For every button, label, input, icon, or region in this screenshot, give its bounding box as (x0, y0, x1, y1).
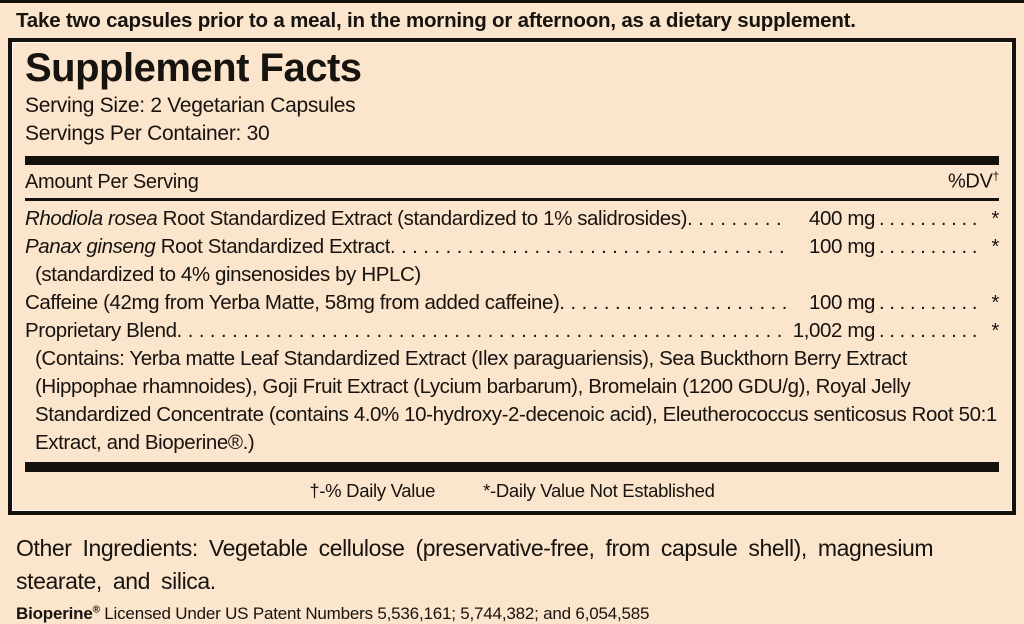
ingredient-continuation: (standardized to 4% ginsenosides by HPLC) (35, 262, 421, 286)
patent-line (16, 604, 1008, 624)
ingredient-row (25, 317, 999, 457)
dot-leader (879, 289, 979, 317)
footnotes (25, 472, 999, 511)
ingredient-rows (25, 205, 999, 457)
ingredient-row (25, 289, 999, 317)
thick-separator-bottom (25, 462, 999, 472)
footnote-not-established: *-Daily Value Not Established (483, 479, 715, 501)
ingredient-dv: * (991, 290, 999, 314)
dot-leader (559, 289, 787, 317)
footnote-daily-value: †-% Daily Value (309, 479, 436, 501)
panel-title: Supplement Facts (25, 46, 362, 90)
ingredient-amount: 400 mg (809, 206, 875, 230)
thick-separator-top (25, 156, 999, 165)
dot-leader (879, 317, 979, 345)
patent-text: Licensed Under US Patent Numbers 5,536,161; 5,744,382; and 6,054,585 (99, 603, 650, 623)
dv-header-label: %DV† (947, 169, 999, 193)
ingredient-dv: * (991, 234, 999, 258)
servings-per-container: Servings Per Container: 30 (25, 122, 270, 145)
bioperine-brand: Bioperine® (16, 603, 100, 623)
supplement-facts-panel (8, 38, 1016, 515)
dot-leader (879, 205, 979, 233)
ingredient-row (25, 233, 999, 289)
dot-leader (879, 233, 979, 261)
registered-trademark-symbol: ® (92, 604, 100, 615)
ingredient-name: Panax ginseng Root Standardized Extract (25, 234, 391, 258)
ingredient-name: Proprietary Blend (25, 318, 177, 342)
proprietary-blend-contents: (Contains: Yerba matte Leaf Standardized Extract (Ilex paraguariensis), Sea Buckthorn Berry Extract (Hippophae rhamnoides), Goji Fruit Extract (Lycium barbarum), Bromelain (1200 GDU/g), Royal Jelly Standardized Concentrate (contains 4.0% 10-hydroxy-2-decenoic acid), Eleutherococcus senticosus Root 50:1 Extract, and Bioperine®.) (35, 346, 997, 454)
ingredient-name: Caffeine (42mg from Yerba Matte, 58mg from added caffeine) (25, 290, 560, 314)
amount-header-label: Amount Per Serving (25, 170, 199, 193)
dagger-symbol: † (992, 169, 999, 183)
medium-separator (25, 198, 999, 201)
amount-per-serving-header (25, 165, 999, 198)
dot-leader (687, 205, 787, 233)
ingredient-dv: * (991, 206, 999, 230)
ingredient-amount: 100 mg (809, 234, 875, 258)
dot-leader (177, 317, 787, 345)
ingredient-name: Rhodiola rosea Root Standardized Extract (standardized to 1% salidrosides) (25, 206, 688, 230)
ingredient-amount: 1,002 mg (792, 318, 875, 342)
ingredient-row (25, 205, 999, 233)
dot-leader (390, 233, 787, 261)
ingredient-amount: 100 mg (809, 290, 875, 314)
ingredient-dv: * (991, 318, 999, 342)
other-ingredients: Other Ingredients: Vegetable cellulose (preservative-free, from capsule shell), magnesium stearate, and silica. (16, 534, 934, 594)
serving-size: Serving Size: 2 Vegetarian Capsules (25, 94, 356, 117)
usage-directions: Take two capsules prior to a meal, in the morning or afternoon, as a dietary supplement. (16, 9, 856, 32)
